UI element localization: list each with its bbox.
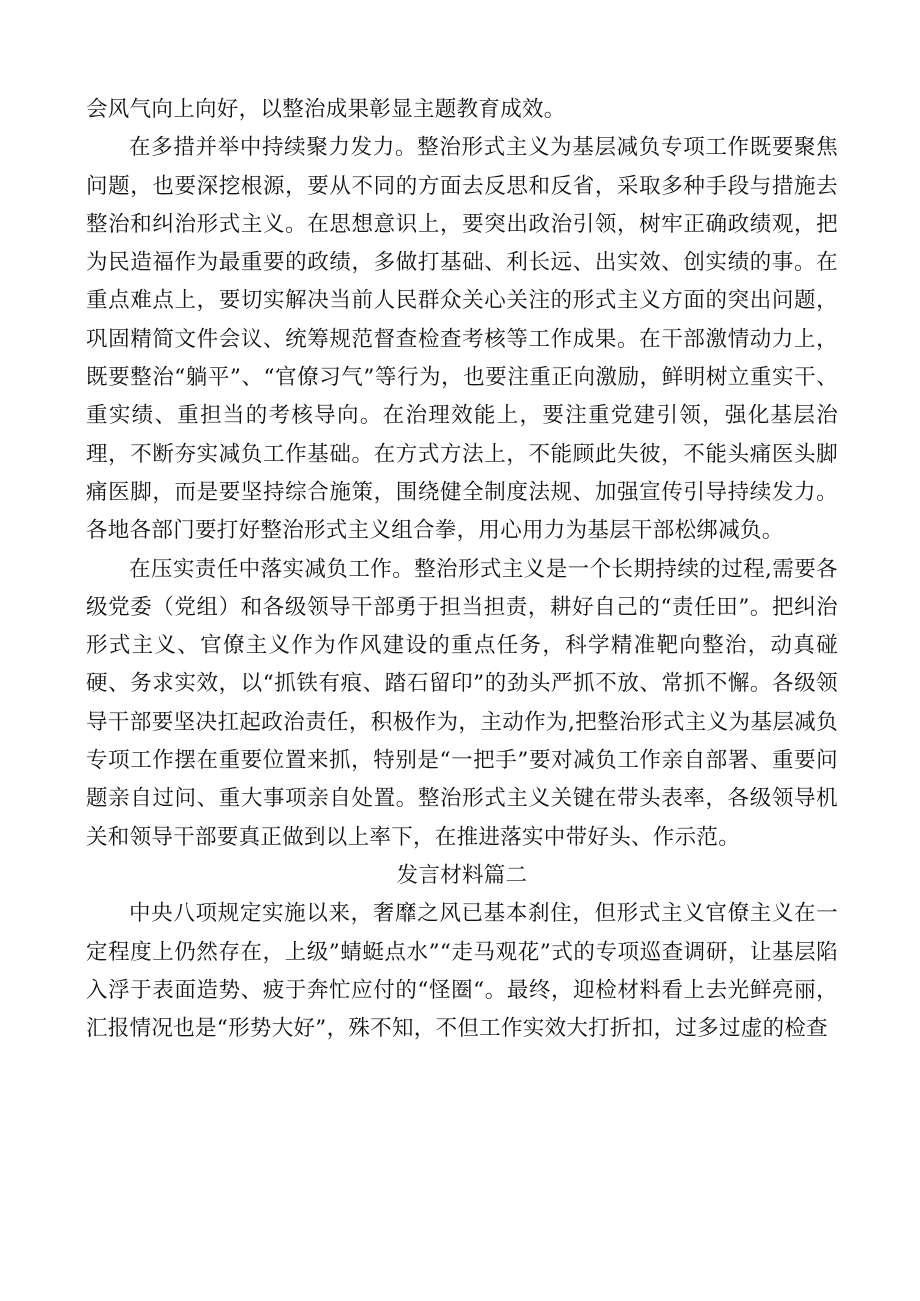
document-page	[86, 91, 838, 1048]
paragraph-section-two: 中央八项规定实施以来，奢靡之风已基本刹住，但形式主义官僚主义在一定程度上仍然存在，上级”蜻蜓点水”“走马观花”式的专项巡查调研，让基层陷入浮于表面造势、疲于奔忙应付的“怪圈“。最终，迎检材料看上去光鲜亮丽，汇报情况也是“形势大好”，殊不知，不但工作实效大打折扣，过多过虚的检查	[86, 901, 838, 1042]
paragraph-continuation: 会风气向上向好，以整治成果彰显主题教育成效。	[86, 97, 566, 122]
section-title: 发言材料篇二	[396, 862, 528, 888]
paragraph-measures: 在多措并举中持续聚力发力。整治形式主义为基层减负专项工作既要聚焦问题，也要深挖根源，要从不同的方面去反思和反省，采取多种手段与措施去整治和纠治形式主义。在思想意识上，要突出政治引领，树牢正确政绩观，把为民造福作为最重要的政绩，多做打基础、利长远、出实效、创实绩的事。在重点难点上，要切实解决当前人民群众关心关注的形式主义方面的突出问题，巩固精简文件会议、统筹规范督查检查考核等工作成果。在干部激情动力上，既要整治“躺平”、“官僚习气”等行为，也要注重正向激励，鲜明树立重实干、重实绩、重担当的考核导向。在治理效能上，要注重党建引领，强化基层治理，不断夯实减负工作基础。在方式方法上，不能顾此失彼，不能头痛医头脚痛医脚，而是要坚持综合施策，围绕健全制度法规、加强宣传引导持续发力。各地各部门要打好整治形式主义组合拳，用心用力为基层干部松绑减负。	[86, 135, 838, 544]
paragraph-responsibility: 在压实责任中落实减负工作。整治形式主义是一个长期持续的过程,需要各级党委（党组）和各级领导干部勇于担当担责，耕好自己的“责任田”。把纠治形式主义、官僚主义作为作风建设的重点任务，科学精准靶向整治，动真碰硬、务求实效，以“抓铁有痕、踏石留印”的劲头严抓不放、常抓不懈。各级领导干部要坚决扛起政治责任，积极作为，主动作为,把整治形式主义为基层减负专项工作摆在重要位置来抓，特别是“一把手”要对减负工作亲自部署、重要问题亲自过问、重大事项亲自处置。整治形式主义关键在带头表率，各级领导机关和领导干部要真正做到以上率下，在推进落实中带好头、作示范。	[86, 556, 838, 850]
